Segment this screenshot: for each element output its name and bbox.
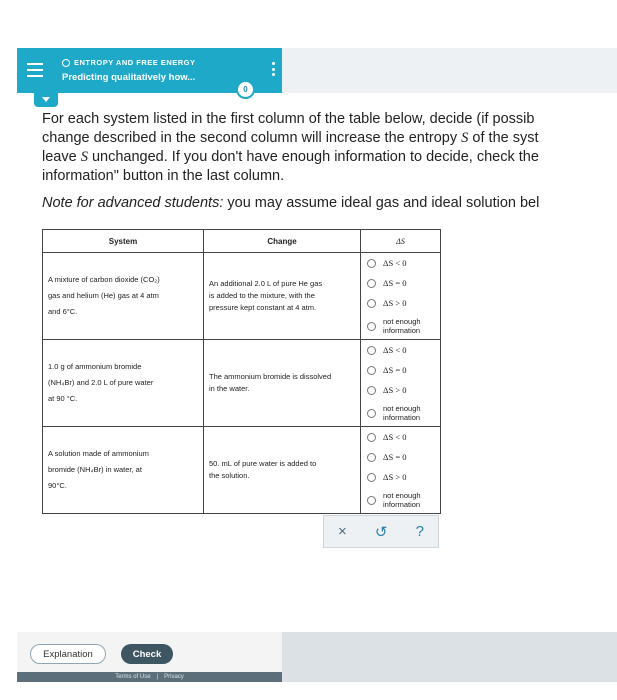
radio-button[interactable] bbox=[367, 259, 376, 268]
options-cell bbox=[361, 427, 441, 514]
change-cell bbox=[204, 340, 361, 427]
option-label-line: information bbox=[383, 500, 421, 509]
change-text: 50. mL of pure water is added to bbox=[209, 459, 317, 468]
system-cell bbox=[43, 427, 204, 514]
undo-icon[interactable]: ↺ bbox=[374, 523, 388, 541]
column-header-delta-s: ΔS bbox=[361, 230, 441, 253]
option-label: ΔS < 0 bbox=[383, 258, 407, 268]
change-text: The ammonium bromide is dissolved bbox=[209, 372, 332, 381]
system-cell bbox=[43, 253, 204, 340]
page-title: Predicting qualitatively how... bbox=[62, 72, 196, 83]
option-label-line: not enough bbox=[383, 317, 421, 326]
column-header-system: System bbox=[43, 230, 204, 253]
progress-badge: 0 bbox=[236, 80, 255, 99]
radio-button[interactable] bbox=[367, 346, 376, 355]
option-not-enough-info[interactable] bbox=[361, 313, 440, 339]
option-label-line: not enough bbox=[383, 404, 421, 413]
collapse-toggle[interactable] bbox=[34, 93, 58, 107]
topic-label bbox=[62, 58, 196, 67]
change-text: is added to the mixture, with the bbox=[209, 291, 315, 300]
advanced-note bbox=[42, 195, 539, 211]
option-label: ΔS > 0 bbox=[383, 298, 407, 308]
explanation-button[interactable]: Explanation bbox=[30, 644, 106, 664]
entropy-symbol: S bbox=[80, 149, 88, 165]
system-text: A solution made of ammonium bbox=[48, 449, 149, 458]
link-separator: | bbox=[156, 674, 159, 680]
option-delta-s-positive[interactable] bbox=[361, 380, 440, 400]
radio-button[interactable] bbox=[367, 386, 376, 395]
option-label bbox=[383, 491, 421, 509]
option-label bbox=[383, 317, 421, 335]
privacy-link[interactable]: Privacy bbox=[164, 674, 184, 680]
option-delta-s-negative[interactable] bbox=[361, 253, 440, 273]
option-delta-s-positive[interactable] bbox=[361, 293, 440, 313]
prompt-line-1: For each system listed in the first column of the table below, decide (if possib bbox=[42, 111, 535, 127]
terms-link[interactable]: Terms of Use bbox=[115, 674, 151, 680]
option-label: ΔS = 0 bbox=[383, 365, 407, 375]
check-button[interactable]: Check bbox=[121, 644, 173, 664]
change-text: pressure kept constant at 4 atm. bbox=[209, 303, 317, 312]
radio-button[interactable] bbox=[367, 473, 376, 482]
option-label: ΔS = 0 bbox=[383, 278, 407, 288]
table-row bbox=[43, 427, 441, 514]
system-text: 90°C. bbox=[48, 481, 67, 490]
system-text: (NH₄Br) and 2.0 L of pure water bbox=[48, 378, 154, 387]
system-text: A mixture of carbon dioxide (CO₂) bbox=[48, 275, 160, 284]
table-header-row bbox=[43, 230, 441, 253]
radio-button[interactable] bbox=[367, 279, 376, 288]
entropy-symbol: S bbox=[461, 130, 469, 146]
option-delta-s-negative[interactable] bbox=[361, 427, 440, 447]
option-not-enough-info[interactable] bbox=[361, 400, 440, 426]
table-row bbox=[43, 253, 441, 340]
system-text: and 6°C. bbox=[48, 307, 78, 316]
option-label-line: not enough bbox=[383, 491, 421, 500]
chevron-down-icon bbox=[42, 97, 50, 102]
entropy-table bbox=[42, 229, 441, 514]
option-delta-s-positive[interactable] bbox=[361, 467, 440, 487]
radio-button[interactable] bbox=[367, 366, 376, 375]
option-delta-s-negative[interactable] bbox=[361, 340, 440, 360]
change-text: An additional 2.0 L of pure He gas bbox=[209, 279, 323, 288]
more-options-icon[interactable] bbox=[272, 62, 275, 79]
change-cell bbox=[204, 253, 361, 340]
option-label bbox=[383, 404, 421, 422]
table-row bbox=[43, 340, 441, 427]
radio-button[interactable] bbox=[367, 496, 376, 505]
option-label-line: information bbox=[383, 413, 421, 422]
prompt-line-2 bbox=[42, 129, 617, 148]
topic-circle-icon bbox=[62, 59, 70, 67]
prompt-line-3 bbox=[42, 148, 617, 167]
option-label: ΔS < 0 bbox=[383, 345, 407, 355]
note-label: Note for advanced students: bbox=[42, 195, 224, 211]
option-label: ΔS < 0 bbox=[383, 432, 407, 442]
option-label: ΔS > 0 bbox=[383, 385, 407, 395]
option-delta-s-zero[interactable] bbox=[361, 360, 440, 380]
prompt-text: leave bbox=[42, 149, 81, 165]
system-text: gas and helium (He) gas at 4 atm bbox=[48, 291, 159, 300]
system-text: 1.0 g of ammonium bromide bbox=[48, 362, 142, 371]
system-cell bbox=[43, 340, 204, 427]
legal-links bbox=[17, 672, 282, 682]
hamburger-menu-icon[interactable] bbox=[27, 63, 43, 77]
footer-right bbox=[282, 632, 617, 682]
change-text: the solution. bbox=[209, 471, 250, 480]
system-text: at 90 °C. bbox=[48, 394, 78, 403]
help-icon[interactable]: ? bbox=[415, 523, 424, 540]
option-delta-s-zero[interactable] bbox=[361, 273, 440, 293]
prompt-text: change described in the second column will increase the entropy bbox=[42, 130, 462, 146]
answer-toolbar bbox=[323, 515, 439, 548]
topic-text: ENTROPY AND FREE ENERGY bbox=[74, 58, 196, 67]
top-bar-background bbox=[282, 48, 617, 93]
prompt-line-4: information" button in the last column. bbox=[42, 168, 285, 184]
change-text: in the water. bbox=[209, 384, 250, 393]
prompt-text: unchanged. If you don't have enough information to decide, check the bbox=[87, 149, 539, 165]
options-cell bbox=[361, 253, 441, 340]
radio-button[interactable] bbox=[367, 409, 376, 418]
option-delta-s-zero[interactable] bbox=[361, 447, 440, 467]
radio-button[interactable] bbox=[367, 299, 376, 308]
option-not-enough-info[interactable] bbox=[361, 487, 440, 513]
question-prompt bbox=[42, 110, 617, 186]
option-label: ΔS > 0 bbox=[383, 472, 407, 482]
note-text: you may assume ideal gas and ideal solution bel bbox=[223, 195, 540, 211]
radio-button[interactable] bbox=[367, 433, 376, 442]
clear-icon[interactable]: × bbox=[338, 523, 347, 540]
option-label-line: information bbox=[383, 326, 421, 335]
option-label: ΔS = 0 bbox=[383, 452, 407, 462]
radio-button[interactable] bbox=[367, 322, 376, 331]
column-header-change: Change bbox=[204, 230, 361, 253]
system-text: bromide (NH₄Br) in water, at bbox=[48, 465, 142, 474]
options-cell bbox=[361, 340, 441, 427]
change-cell bbox=[204, 427, 361, 514]
prompt-text: of the syst bbox=[468, 130, 539, 146]
radio-button[interactable] bbox=[367, 453, 376, 462]
